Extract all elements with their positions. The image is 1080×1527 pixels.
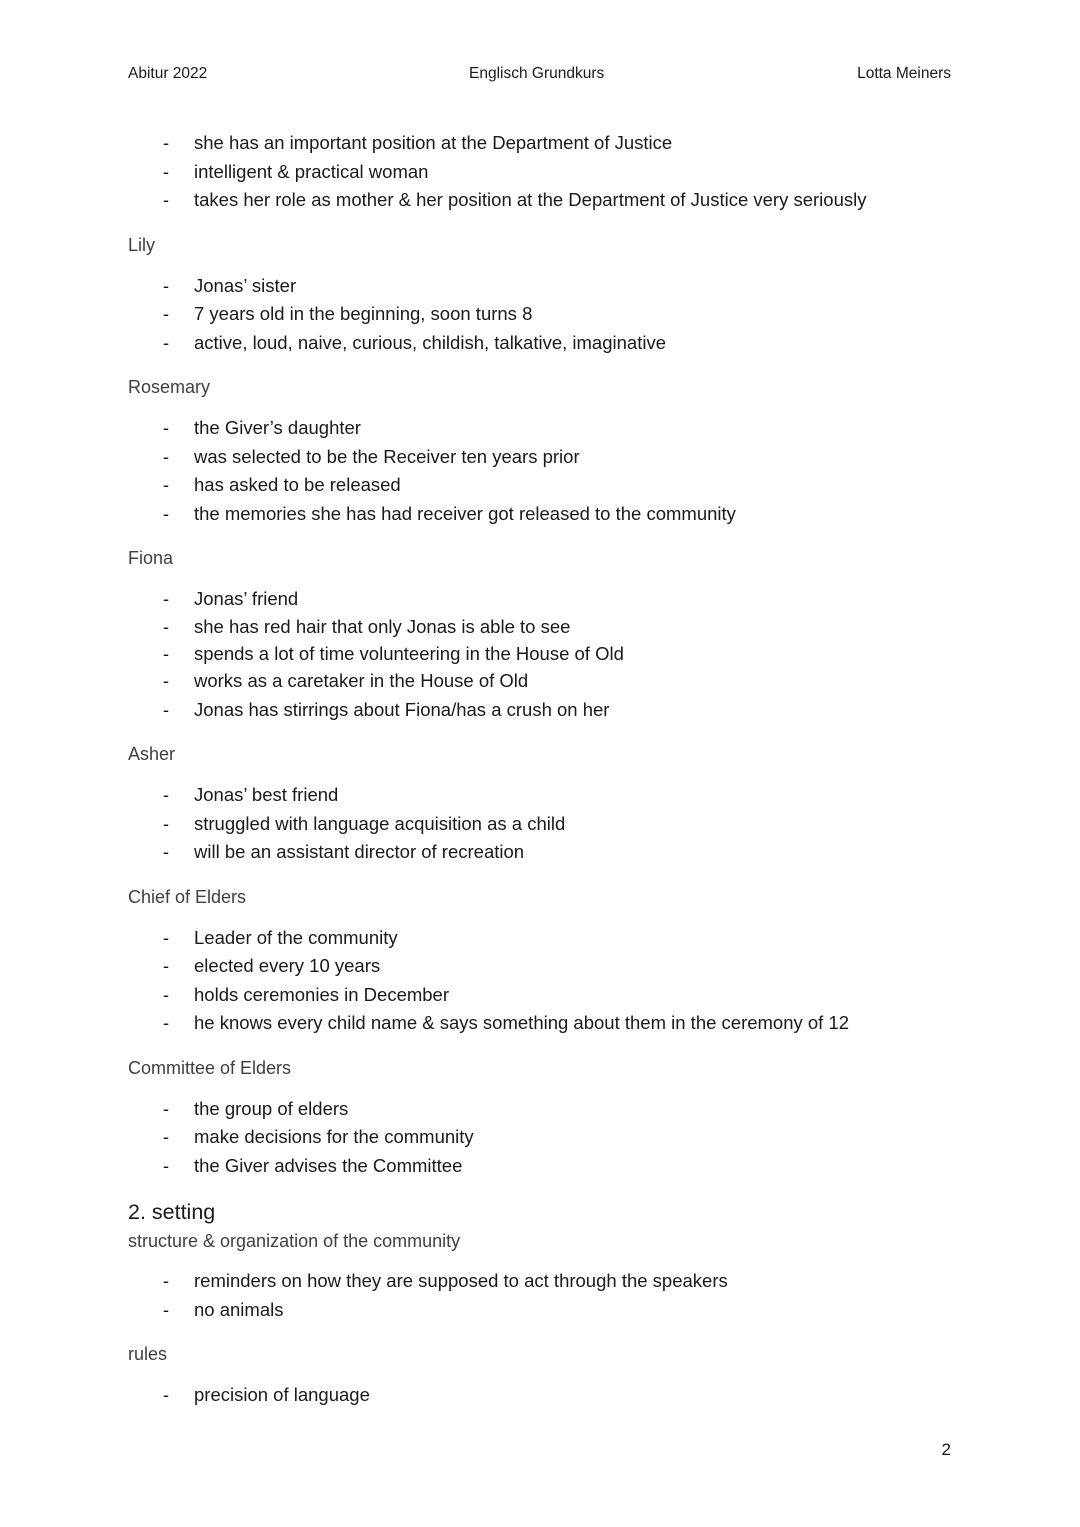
- list-item: - he knows every child name & says something about them in the ceremony of 12: [128, 1009, 978, 1038]
- section-title: Chief of Elders: [128, 886, 247, 907]
- list-item: - she has an important position at the Department of Justice: [128, 129, 978, 158]
- list-item: - Jonas’ best friend: [128, 781, 978, 810]
- bullet-dash: -: [162, 841, 170, 862]
- list-item: - 7 years old in the beginning, soon turns 8: [128, 300, 978, 329]
- section-title: Rosemary: [128, 377, 211, 397]
- character-section-lily: [128, 232, 978, 358]
- header-right: Lotta Meiners: [857, 65, 951, 82]
- bullet-dash: -: [162, 445, 170, 467]
- bullet-dash: -: [162, 615, 170, 637]
- list-item: - she has red hair that only Jonas is able to see: [128, 614, 978, 641]
- list-item: - the Giver advises the Committee: [128, 1152, 978, 1181]
- rules-title: rules: [128, 1344, 168, 1364]
- bullet-dash: -: [162, 1270, 170, 1291]
- list-item: - the memories she has had receiver got released to the community: [128, 500, 978, 529]
- character-list: [128, 924, 978, 1038]
- bullet-dash: -: [162, 784, 170, 805]
- page-header: [128, 65, 951, 89]
- list-item: - works as a caretaker in the House of Old: [128, 667, 978, 696]
- list-item: - will be an assistant director of recreation: [128, 838, 978, 867]
- bullet-dash: -: [162, 132, 170, 153]
- list-item: - takes her role as mother & her position at the Department of Justice very seriously: [128, 186, 978, 215]
- bullet-dash: -: [162, 502, 170, 524]
- character-list: [128, 1095, 978, 1181]
- bullet-dash: -: [162, 955, 170, 976]
- list-item: - Jonas’ friend: [128, 585, 978, 614]
- list-item: - Jonas’ sister: [128, 272, 978, 301]
- character-section-chief-of-elders: [128, 884, 978, 1038]
- intro-list: [128, 129, 978, 215]
- bullet-dash: -: [162, 160, 170, 182]
- list-item: - make decisions for the community: [128, 1123, 978, 1152]
- page-number: 2: [941, 1440, 951, 1459]
- bullet-dash: -: [162, 983, 170, 1005]
- document-body: [128, 129, 978, 1410]
- list-item: - was selected to be the Receiver ten years prior: [128, 443, 978, 472]
- section-title: Lily: [128, 234, 156, 255]
- character-section-asher: [128, 741, 978, 867]
- setting-list: [128, 1267, 978, 1324]
- header-left: Abitur 2022: [128, 65, 208, 82]
- bullet-dash: -: [162, 812, 170, 834]
- list-item: - the group of elders: [128, 1095, 978, 1124]
- list-item: - elected every 10 years: [128, 952, 978, 981]
- character-list: [128, 781, 978, 867]
- list-item: - Leader of the community: [128, 924, 978, 953]
- bullet-dash: -: [162, 698, 170, 720]
- bullet-dash: -: [162, 303, 170, 324]
- character-section-rosemary: [128, 374, 978, 528]
- list-item: - has asked to be released: [128, 471, 978, 500]
- bullet-dash: -: [162, 588, 170, 609]
- list-item: - holds ceremonies in December: [128, 981, 978, 1010]
- list-item: - the Giver’s daughter: [128, 414, 978, 443]
- list-item: - intelligent & practical woman: [128, 158, 978, 187]
- bullet-dash: -: [162, 1154, 170, 1176]
- bullet-dash: -: [162, 1298, 170, 1320]
- bullet-dash: -: [162, 643, 170, 664]
- bullet-dash: -: [162, 1012, 170, 1033]
- section-title: Fiona: [128, 548, 174, 568]
- character-section-fiona: [128, 545, 978, 724]
- list-item: - precision of language: [128, 1381, 978, 1410]
- bullet-dash: -: [162, 417, 170, 438]
- header-center: Englisch Grundkurs: [469, 65, 605, 82]
- list-item: - reminders on how they are supposed to act through the speakers: [128, 1267, 978, 1296]
- bullet-dash: -: [162, 331, 170, 353]
- section-title: Committee of Elders: [128, 1057, 292, 1078]
- bullet-dash: -: [162, 189, 170, 210]
- character-section-committee-of-elders: [128, 1055, 978, 1181]
- setting-subheading: structure & organization of the community: [128, 1231, 461, 1251]
- character-list: [128, 272, 978, 358]
- list-item: - struggled with language acquisition as a child: [128, 810, 978, 839]
- bullet-dash: -: [162, 670, 170, 691]
- list-item: - active, loud, naive, curious, childish, talkative, imaginative: [128, 329, 978, 358]
- list-item: - Jonas has stirrings about Fiona/has a crush on her: [128, 696, 978, 725]
- bullet-dash: -: [162, 474, 170, 495]
- list-item: - spends a lot of time volunteering in the House of Old: [128, 640, 978, 667]
- setting-section: [128, 1198, 978, 1410]
- character-list: [128, 585, 978, 724]
- bullet-dash: -: [162, 274, 170, 296]
- bullet-dash: -: [162, 926, 170, 948]
- bullet-dash: -: [162, 1126, 170, 1147]
- rules-list: [128, 1381, 978, 1410]
- section-title: Asher: [128, 744, 176, 764]
- list-item: - no animals: [128, 1296, 978, 1325]
- character-list: [128, 414, 978, 528]
- setting-heading: 2. setting: [128, 1200, 216, 1224]
- bullet-dash: -: [162, 1097, 170, 1119]
- bullet-dash: -: [162, 1384, 170, 1405]
